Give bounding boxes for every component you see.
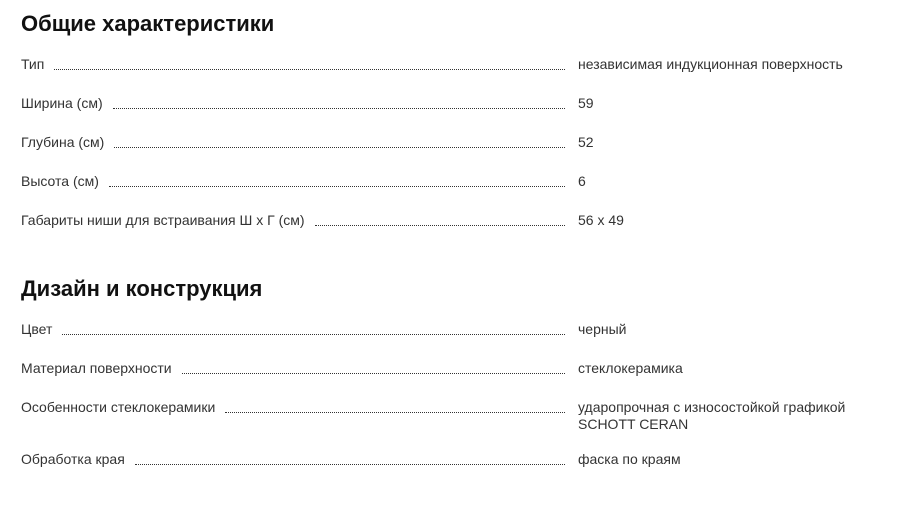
dotted-leader [135, 463, 565, 465]
spec-label: Обработка края [21, 451, 125, 467]
spec-value: 59 [578, 95, 594, 111]
dotted-leader [113, 107, 565, 109]
spec-row-surface-material [21, 360, 881, 399]
spec-label: Особенности стеклокерамики [21, 399, 216, 415]
spec-row-width [21, 95, 881, 134]
dotted-leader [62, 333, 565, 335]
spec-value: черный [578, 321, 627, 337]
spec-value: 52 [578, 134, 594, 150]
spec-row-glass-ceramic-features [21, 399, 881, 451]
spec-value: ударопрочная с износостойкой графикой SCHOTT CERAN [578, 399, 846, 432]
spec-label: Тип [21, 56, 45, 72]
general-specs-section [21, 11, 881, 251]
spec-row-niche-dimensions [21, 212, 881, 251]
design-construction-section [21, 276, 881, 468]
dotted-leader [182, 372, 565, 374]
section-title: Дизайн и конструкция [21, 276, 263, 301]
dotted-leader [54, 68, 565, 70]
spec-row-height [21, 173, 881, 212]
spec-value: фаска по краям [578, 451, 681, 467]
spec-label: Высота (см) [21, 173, 99, 189]
spec-row-depth [21, 134, 881, 173]
dotted-leader [315, 224, 565, 226]
dotted-leader [225, 411, 565, 413]
spec-value: 6 [578, 173, 586, 189]
section-title: Общие характеристики [21, 11, 275, 36]
dotted-leader [114, 146, 565, 148]
spec-value: 56 х 49 [578, 212, 624, 228]
spec-label: Ширина (см) [21, 95, 103, 111]
spec-value: независимая индукционная поверхность [578, 56, 843, 72]
spec-label: Габариты ниши для встраивания Ш х Г (см) [21, 212, 305, 228]
spec-row-edge-finish [21, 451, 881, 468]
spec-row-type [21, 56, 881, 95]
dotted-leader [109, 185, 565, 187]
spec-value: стеклокерамика [578, 360, 683, 376]
spec-row-color [21, 321, 881, 360]
spec-label: Материал поверхности [21, 360, 172, 376]
spec-label: Глубина (см) [21, 134, 105, 150]
spec-label: Цвет [21, 321, 53, 337]
